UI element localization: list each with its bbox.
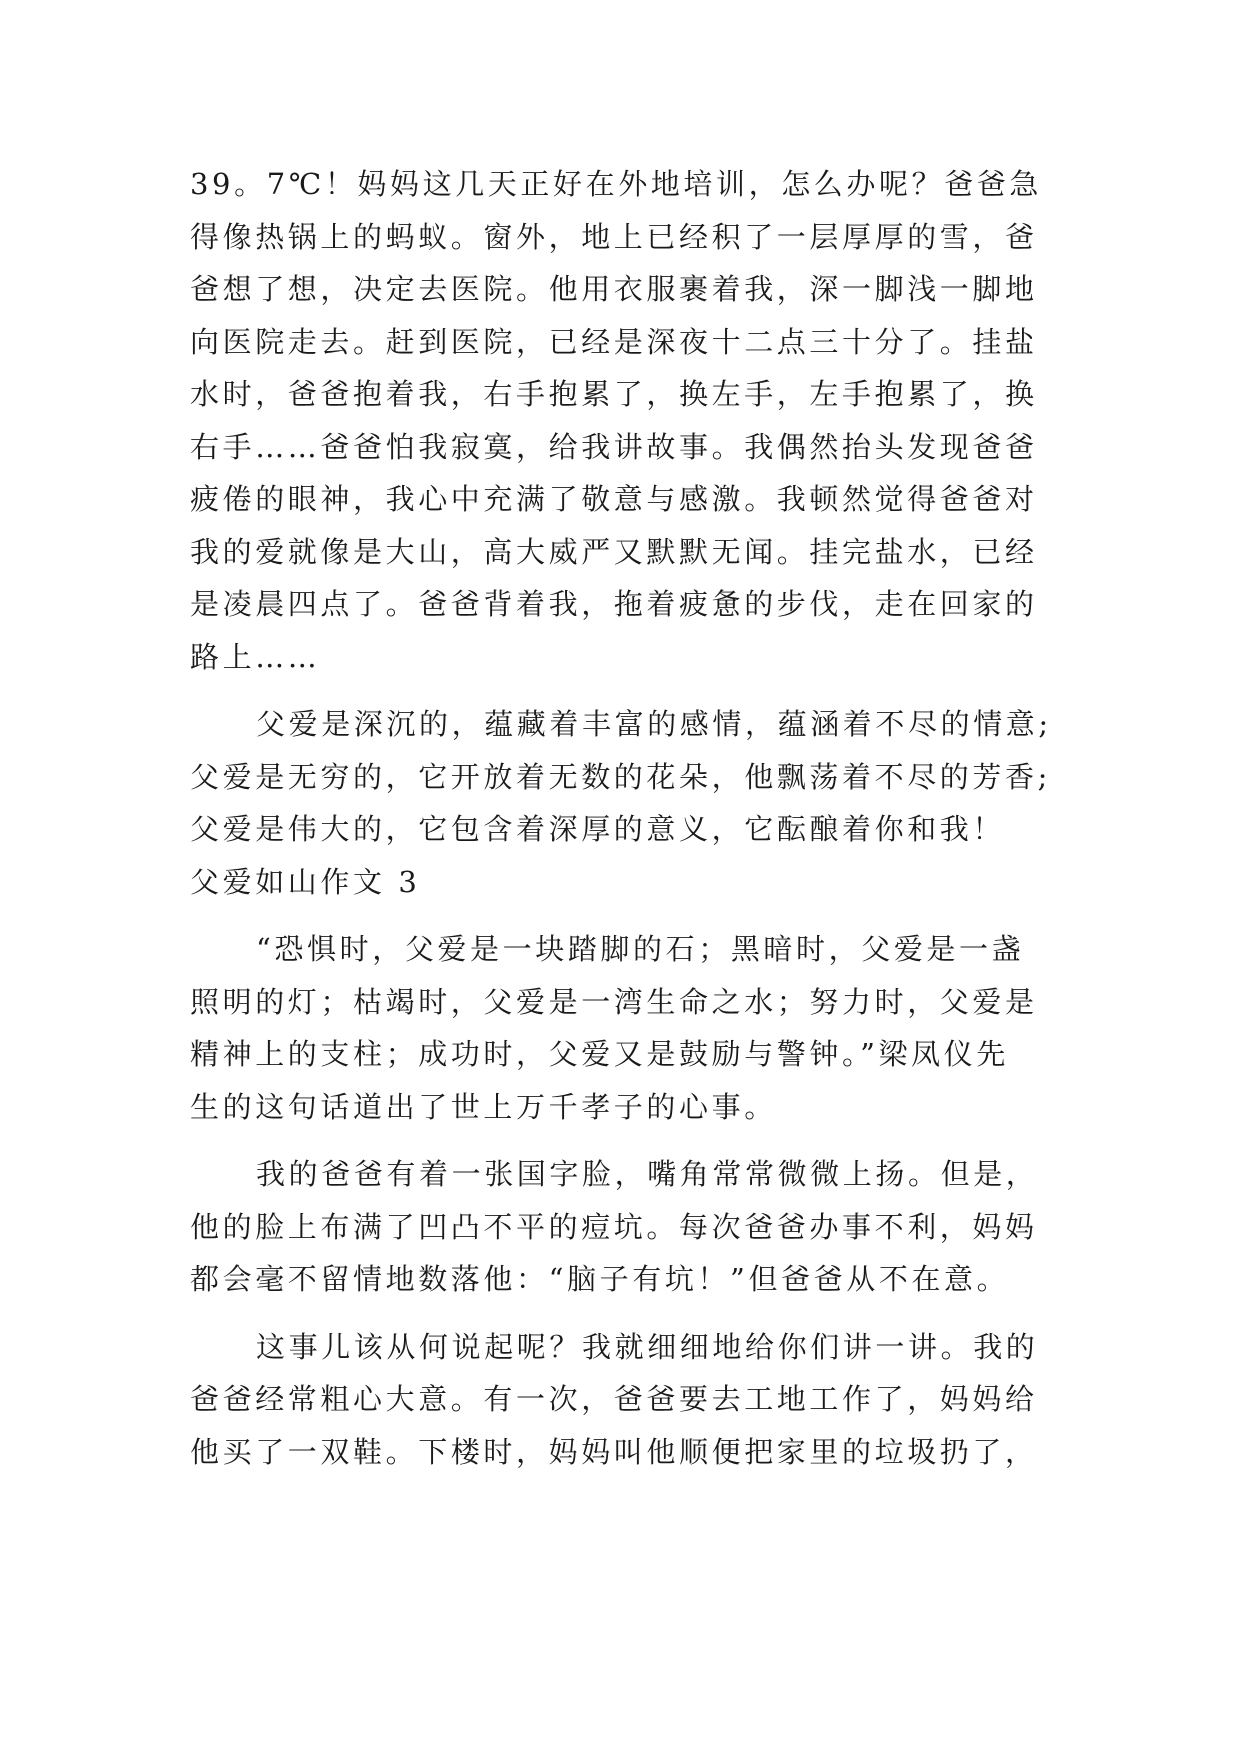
text-line: 水时，爸爸抱着我，右手抱累了，换左手，左手抱累了，换 [190,377,1038,411]
text-line: 右手……爸爸怕我寂寞，给我讲故事。我偶然抬头发现爸爸 [190,429,1038,464]
text-line: 父爱是深沉的，蕴藏着丰富的感情，蕴涵着不尽的情意; [256,707,1052,741]
text-line: 精神上的支柱；成功时，父爱又是鼓励与警钟。”梁凤仪先 [190,1037,1009,1071]
text-line: 是凌晨四点了。爸爸背着我，拖着疲惫的步伐，走在回家的 [190,587,1038,621]
text-line: 爸想了想，决定去医院。他用衣服裹着我，深一脚浅一脚地 [190,272,1038,306]
text-line: 他的脸上布满了凹凸不平的痘坑。每次爸爸办事不利，妈妈 [190,1209,1038,1244]
text-line: 路上…… [190,639,321,674]
paragraph [190,698,1070,856]
text-line: 照明的灯；枯竭时，父爱是一湾生命之水；努力时，父爱是 [190,984,1038,1019]
text-line: 生的这句话道出了世上万千孝子的心事。 [190,1089,777,1124]
text-line: 我的爱就像是大山，高大威严又默默无闻。挂完盐水，已经 [190,534,1038,569]
paragraph [190,1321,1070,1479]
text-line: 得像热锅上的蚂蚁。窗外，地上已经积了一层厚厚的雪，爸 [190,219,1038,254]
paragraph [190,1148,1070,1306]
text-line: 父爱是无穷的，它开放着无数的花朵，他飘荡着不尽的芳香; [190,759,1051,794]
text-line: 39。7℃！妈妈这几天正好在外地培训，怎么办呢？爸爸急 [190,167,1042,201]
text-line: 他买了一双鞋。下楼时，妈妈叫他顺便把家里的垃圾扔了， [190,1434,1038,1469]
text-line: 向医院走去。赶到医院，已经是深夜十二点三十分了。挂盐 [190,324,1038,359]
text-line: 爸爸经常粗心大意。有一次，爸爸要去工地工作了，妈妈给 [190,1382,1038,1416]
heading-text: 父爱如山作文 3 [190,864,421,899]
section-heading [190,856,1070,909]
text-line: 我的爸爸有着一张国字脸，嘴角常常微微上扬。但是， [256,1157,1039,1191]
text-line: 都会毫不留情地数落他：“脑子有坑！”但爸爸从不在意。 [190,1262,1010,1296]
text-line: 疲倦的眼神，我心中充满了敬意与感激。我顿然觉得爸爸对 [190,482,1038,516]
text-line: “恐惧时，父爱是一块踏脚的石；黑暗时，父爱是一盏 [256,932,1025,966]
paragraph [190,923,1070,1133]
text-line: 父爱是伟大的，它包含着深厚的意义，它酝酿着你和我！ [190,812,1006,846]
document-body [190,158,1070,1478]
paragraph [190,158,1070,683]
text-line: 这事儿该从何说起呢？我就细细地给你们讲一讲。我的 [256,1329,1039,1364]
